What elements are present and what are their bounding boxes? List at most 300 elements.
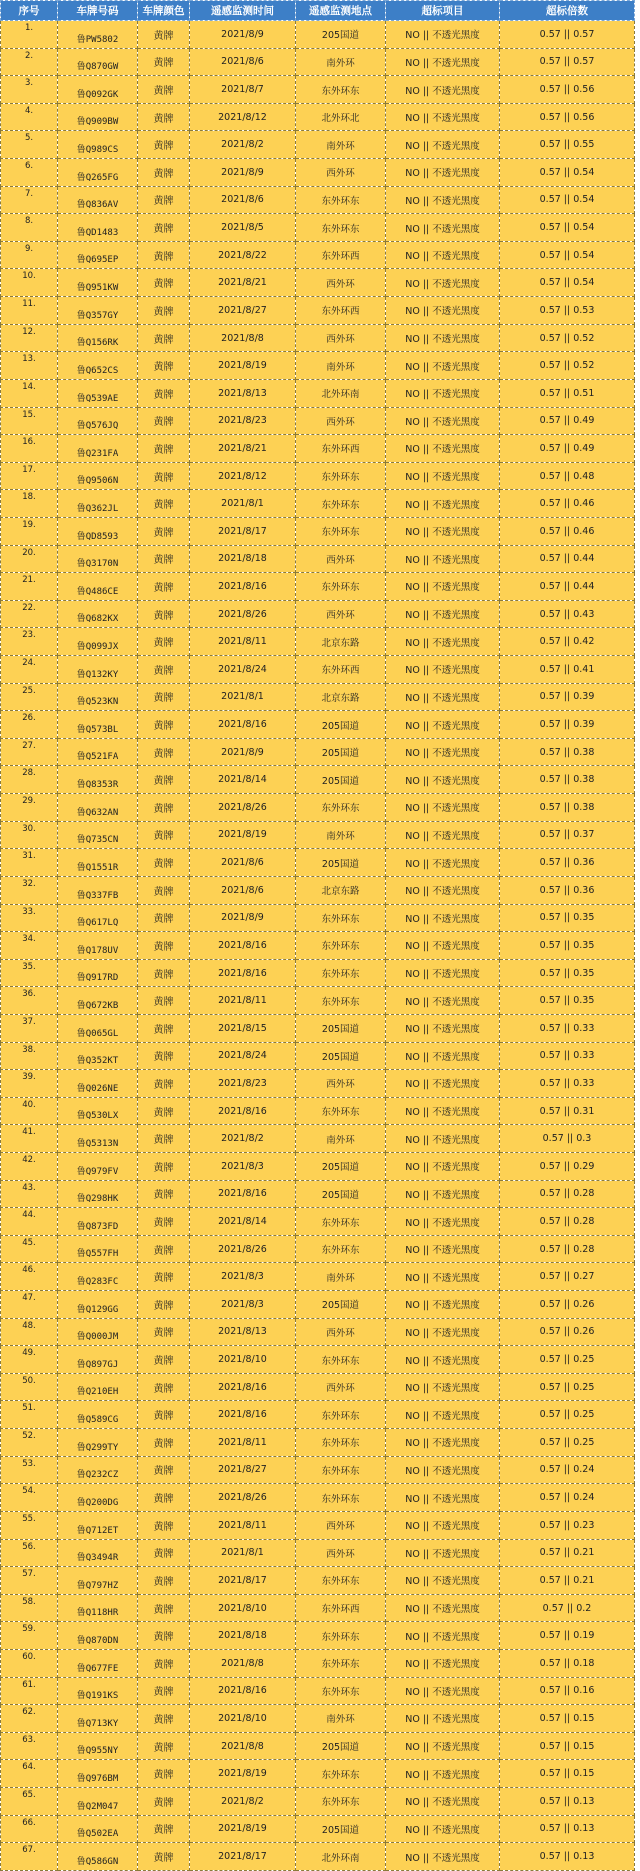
table-row [1,324,635,352]
row-index-cell: 3. [1,76,58,104]
plate-color-cell: 黄牌 [138,1070,190,1098]
plate-color-cell: 黄牌 [138,1622,190,1650]
table-row [1,656,635,684]
monitor-time-cell: 2021/8/15 [190,1014,296,1042]
exceed-multiple-cell: 0.57 || 0.39 [500,683,635,711]
monitor-time-cell: 2021/8/26 [190,1235,296,1263]
monitor-time-cell: 2021/8/16 [190,1677,296,1705]
plate-number-cell: 鲁Q909BW [58,103,138,131]
monitor-location-cell: 东外环东 [296,214,386,242]
monitor-time-cell: 2021/8/16 [190,932,296,960]
plate-number-cell: 鲁PW5802 [58,21,138,49]
plate-color-cell: 黄牌 [138,1456,190,1484]
exceed-item-cell: NO || 不透光黑度 [386,1429,500,1457]
plate-number-cell: 鲁Q951KW [58,269,138,297]
monitor-time-cell: 2021/8/14 [190,766,296,794]
exceed-multiple-cell: 0.57 || 0.28 [500,1208,635,1236]
table-row [1,1539,635,1567]
row-index-cell: 52. [1,1429,58,1457]
plate-color-cell: 黄牌 [138,876,190,904]
plate-number-cell: 鲁Q672KB [58,987,138,1015]
plate-number-cell: 鲁Q632AN [58,794,138,822]
monitor-location-cell: 东外环西 [296,656,386,684]
plate-color-cell: 黄牌 [138,159,190,187]
row-index-cell: 63. [1,1732,58,1760]
exceed-item-cell: NO || 不透光黑度 [386,214,500,242]
exceed-multiple-cell: 0.57 || 0.43 [500,600,635,628]
monitor-location-cell: 东外环东 [296,1622,386,1650]
monitor-time-cell: 2021/8/3 [190,1263,296,1291]
table-row [1,1263,635,1291]
exceed-item-cell: NO || 不透光黑度 [386,1484,500,1512]
plate-number-cell: 鲁Q000JM [58,1318,138,1346]
monitor-location-cell: 205国道 [296,766,386,794]
exceed-multiple-cell: 0.57 || 0.38 [500,738,635,766]
plate-number-cell: 鲁Q156RK [58,324,138,352]
monitor-time-cell: 2021/8/21 [190,269,296,297]
row-index-cell: 44. [1,1208,58,1236]
plate-number-cell: 鲁Q873FD [58,1208,138,1236]
exceed-item-cell: NO || 不透光黑度 [386,1732,500,1760]
table-row [1,103,635,131]
plate-number-cell: 鲁QD8593 [58,517,138,545]
plate-color-cell: 黄牌 [138,738,190,766]
table-row [1,1152,635,1180]
exceed-multiple-cell: 0.57 || 0.28 [500,1180,635,1208]
plate-number-cell: 鲁Q539AE [58,379,138,407]
table-row [1,297,635,325]
exceed-item-cell: NO || 不透光黑度 [386,1622,500,1650]
monitor-time-cell: 2021/8/6 [190,48,296,76]
monitor-location-cell: 东外环东 [296,794,386,822]
plate-number-cell: 鲁Q870DN [58,1622,138,1650]
row-index-cell: 55. [1,1511,58,1539]
plate-number-cell: 鲁Q118HR [58,1594,138,1622]
plate-number-cell: 鲁Q557FH [58,1235,138,1263]
plate-color-cell: 黄牌 [138,600,190,628]
monitor-time-cell: 2021/8/9 [190,904,296,932]
exceed-multiple-cell: 0.57 || 0.38 [500,794,635,822]
table-row [1,1125,635,1153]
table-row [1,738,635,766]
table-row [1,1291,635,1319]
exceed-item-cell: NO || 不透光黑度 [386,407,500,435]
plate-color-cell: 黄牌 [138,435,190,463]
row-index-cell: 58. [1,1594,58,1622]
row-index-cell: 27. [1,738,58,766]
plate-number-cell: 鲁Q8353R [58,766,138,794]
plate-number-cell: 鲁Q897GJ [58,1346,138,1374]
plate-color-cell: 黄牌 [138,545,190,573]
monitor-time-cell: 2021/8/5 [190,214,296,242]
plate-color-cell: 黄牌 [138,711,190,739]
plate-color-cell: 黄牌 [138,1291,190,1319]
exceed-multiple-cell: 0.57 || 0.13 [500,1815,635,1843]
table-row [1,379,635,407]
row-index-cell: 51. [1,1401,58,1429]
plate-number-cell: 鲁Q713KY [58,1705,138,1733]
monitor-time-cell: 2021/8/1 [190,683,296,711]
monitor-time-cell: 2021/8/21 [190,435,296,463]
monitor-location-cell: 东外环东 [296,1484,386,1512]
table-row [1,1429,635,1457]
plate-color-cell: 黄牌 [138,1401,190,1429]
monitor-time-cell: 2021/8/17 [190,517,296,545]
table-row [1,1346,635,1374]
plate-number-cell: 鲁Q065GL [58,1014,138,1042]
plate-number-cell: 鲁Q3170N [58,545,138,573]
table-row [1,159,635,187]
monitor-location-cell: 西外环 [296,1318,386,1346]
monitor-time-cell: 2021/8/14 [190,1208,296,1236]
exceed-multiple-cell: 0.57 || 0.54 [500,269,635,297]
monitor-time-cell: 2021/8/12 [190,103,296,131]
table-row [1,21,635,49]
plate-color-cell: 黄牌 [138,297,190,325]
table-row [1,1484,635,1512]
monitor-time-cell: 2021/8/26 [190,794,296,822]
table-row [1,932,635,960]
plate-color-cell: 黄牌 [138,1677,190,1705]
row-index-cell: 20. [1,545,58,573]
plate-color-cell: 黄牌 [138,1567,190,1595]
plate-number-cell: 鲁Q530LX [58,1097,138,1125]
plate-color-cell: 黄牌 [138,628,190,656]
plate-number-cell: 鲁Q026NE [58,1070,138,1098]
row-index-cell: 19. [1,517,58,545]
row-index-cell: 25. [1,683,58,711]
exceed-item-cell: NO || 不透光黑度 [386,21,500,49]
row-index-cell: 45. [1,1235,58,1263]
exceed-multiple-cell: 0.57 || 0.49 [500,435,635,463]
monitor-location-cell: 北外环北 [296,103,386,131]
monitor-time-cell: 2021/8/6 [190,186,296,214]
monitor-time-cell: 2021/8/18 [190,545,296,573]
monitor-time-cell: 2021/8/13 [190,1318,296,1346]
row-index-cell: 40. [1,1097,58,1125]
monitor-location-cell: 西外环 [296,545,386,573]
monitor-time-cell: 2021/8/16 [190,1401,296,1429]
plate-number-cell: 鲁Q298HK [58,1180,138,1208]
plate-color-cell: 黄牌 [138,462,190,490]
table-row [1,821,635,849]
header-monitor-time: 遥感监测时间 [190,1,296,21]
table-row [1,1401,635,1429]
plate-color-cell: 黄牌 [138,1732,190,1760]
exceed-item-cell: NO || 不透光黑度 [386,1401,500,1429]
plate-number-cell: 鲁Q132KY [58,656,138,684]
monitor-location-cell: 205国道 [296,738,386,766]
exceed-item-cell: NO || 不透光黑度 [386,103,500,131]
table-row [1,1732,635,1760]
exceed-multiple-cell: 0.57 || 0.35 [500,932,635,960]
exceed-item-cell: NO || 不透光黑度 [386,1539,500,1567]
exceed-multiple-cell: 0.57 || 0.26 [500,1291,635,1319]
exceed-multiple-cell: 0.57 || 0.52 [500,352,635,380]
row-index-cell: 57. [1,1567,58,1595]
plate-color-cell: 黄牌 [138,1843,190,1871]
row-index-cell: 54. [1,1484,58,1512]
exceed-multiple-cell: 0.57 || 0.28 [500,1235,635,1263]
monitor-location-cell: 东外环东 [296,1567,386,1595]
monitor-location-cell: 205国道 [296,1014,386,1042]
row-index-cell: 62. [1,1705,58,1733]
exceed-item-cell: NO || 不透光黑度 [386,1152,500,1180]
table-row [1,1788,635,1816]
exceed-multiple-cell: 0.57 || 0.16 [500,1677,635,1705]
monitor-location-cell: 205国道 [296,1815,386,1843]
monitor-time-cell: 2021/8/16 [190,711,296,739]
header-index: 序号 [1,1,58,21]
table-row [1,711,635,739]
exceed-item-cell: NO || 不透光黑度 [386,517,500,545]
monitor-time-cell: 2021/8/8 [190,1649,296,1677]
header-plate-number: 车牌号码 [58,1,138,21]
plate-color-cell: 黄牌 [138,794,190,822]
row-index-cell: 39. [1,1070,58,1098]
exceed-multiple-cell: 0.57 || 0.54 [500,159,635,187]
exceed-multiple-cell: 0.57 || 0.41 [500,656,635,684]
monitor-location-cell: 205国道 [296,711,386,739]
exceed-item-cell: NO || 不透光黑度 [386,1180,500,1208]
plate-color-cell: 黄牌 [138,1788,190,1816]
row-index-cell: 21. [1,573,58,601]
plate-number-cell: 鲁Q917RD [58,959,138,987]
monitor-location-cell: 南外环 [296,48,386,76]
row-index-cell: 64. [1,1760,58,1788]
table-row [1,1843,635,1871]
monitor-time-cell: 2021/8/7 [190,76,296,104]
monitor-location-cell: 北外环南 [296,1843,386,1871]
monitor-time-cell: 2021/8/26 [190,1484,296,1512]
monitor-location-cell: 北京东路 [296,628,386,656]
exceed-multiple-cell: 0.57 || 0.35 [500,987,635,1015]
monitor-location-cell: 东外环东 [296,987,386,1015]
monitor-location-cell: 205国道 [296,1732,386,1760]
monitor-time-cell: 2021/8/6 [190,876,296,904]
table-header [1,1,635,21]
row-index-cell: 24. [1,656,58,684]
plate-color-cell: 黄牌 [138,517,190,545]
monitor-time-cell: 2021/8/13 [190,379,296,407]
monitor-time-cell: 2021/8/24 [190,656,296,684]
exceed-item-cell: NO || 不透光黑度 [386,683,500,711]
monitor-location-cell: 南外环 [296,821,386,849]
plate-number-cell: 鲁Q265FG [58,159,138,187]
exceed-item-cell: NO || 不透光黑度 [386,959,500,987]
exceed-item-cell: NO || 不透光黑度 [386,1346,500,1374]
exceed-item-cell: NO || 不透光黑度 [386,1760,500,1788]
exceed-item-cell: NO || 不透光黑度 [386,1263,500,1291]
table-row [1,1760,635,1788]
exceed-item-cell: NO || 不透光黑度 [386,186,500,214]
exceed-multiple-cell: 0.57 || 0.44 [500,545,635,573]
exceed-item-cell: NO || 不透光黑度 [386,573,500,601]
table-row [1,876,635,904]
row-index-cell: 17. [1,462,58,490]
table-row [1,407,635,435]
plate-color-cell: 黄牌 [138,1235,190,1263]
monitor-location-cell: 东外环东 [296,1208,386,1236]
exceed-item-cell: NO || 不透光黑度 [386,1373,500,1401]
exceed-multiple-cell: 0.57 || 0.35 [500,959,635,987]
monitor-location-cell: 东外环东 [296,1677,386,1705]
plate-number-cell: 鲁Q099JX [58,628,138,656]
plate-color-cell: 黄牌 [138,683,190,711]
row-index-cell: 34. [1,932,58,960]
row-index-cell: 12. [1,324,58,352]
exceed-multiple-cell: 0.57 || 0.25 [500,1401,635,1429]
row-index-cell: 48. [1,1318,58,1346]
exceed-item-cell: NO || 不透光黑度 [386,324,500,352]
plate-number-cell: 鲁Q712ET [58,1511,138,1539]
exceed-item-cell: NO || 不透光黑度 [386,738,500,766]
monitor-location-cell: 南外环 [296,352,386,380]
table-row [1,1373,635,1401]
plate-number-cell: 鲁Q9506N [58,462,138,490]
row-index-cell: 26. [1,711,58,739]
exceed-item-cell: NO || 不透光黑度 [386,545,500,573]
exceed-item-cell: NO || 不透光黑度 [386,1567,500,1595]
exceed-multiple-cell: 0.57 || 0.25 [500,1373,635,1401]
plate-color-cell: 黄牌 [138,1125,190,1153]
row-index-cell: 30. [1,821,58,849]
row-index-cell: 31. [1,849,58,877]
plate-number-cell: 鲁Q797HZ [58,1567,138,1595]
row-index-cell: 67. [1,1843,58,1871]
monitor-time-cell: 2021/8/19 [190,1815,296,1843]
row-index-cell: 33. [1,904,58,932]
plate-color-cell: 黄牌 [138,1705,190,1733]
table-row [1,959,635,987]
row-index-cell: 16. [1,435,58,463]
exceed-item-cell: NO || 不透光黑度 [386,1291,500,1319]
exceed-item-cell: NO || 不透光黑度 [386,987,500,1015]
monitor-time-cell: 2021/8/16 [190,1180,296,1208]
monitor-time-cell: 2021/8/23 [190,1070,296,1098]
monitor-location-cell: 东外环东 [296,517,386,545]
row-index-cell: 15. [1,407,58,435]
plate-color-cell: 黄牌 [138,21,190,49]
header-plate-color: 车牌颜色 [138,1,190,21]
plate-number-cell: 鲁Q989CS [58,131,138,159]
monitor-time-cell: 2021/8/17 [190,1843,296,1871]
monitor-time-cell: 2021/8/6 [190,849,296,877]
exceed-item-cell: NO || 不透光黑度 [386,849,500,877]
exceed-multiple-cell: 0.57 || 0.24 [500,1484,635,1512]
table-row [1,1070,635,1098]
plate-number-cell: 鲁Q836AV [58,186,138,214]
exceed-item-cell: NO || 不透光黑度 [386,490,500,518]
monitor-location-cell: 南外环 [296,1125,386,1153]
exceed-item-cell: NO || 不透光黑度 [386,76,500,104]
plate-number-cell: 鲁Q1551R [58,849,138,877]
monitor-location-cell: 东外环东 [296,1788,386,1816]
row-index-cell: 43. [1,1180,58,1208]
exceed-item-cell: NO || 不透光黑度 [386,1042,500,1070]
monitor-time-cell: 2021/8/11 [190,628,296,656]
exceed-item-cell: NO || 不透光黑度 [386,1208,500,1236]
plate-color-cell: 黄牌 [138,1760,190,1788]
row-index-cell: 61. [1,1677,58,1705]
plate-color-cell: 黄牌 [138,48,190,76]
row-index-cell: 14. [1,379,58,407]
plate-number-cell: 鲁Q573BL [58,711,138,739]
exceed-item-cell: NO || 不透光黑度 [386,711,500,739]
plate-number-cell: 鲁Q2M047 [58,1788,138,1816]
exceed-item-cell: NO || 不透光黑度 [386,1705,500,1733]
header-row [1,1,635,21]
exceed-item-cell: NO || 不透光黑度 [386,600,500,628]
plate-number-cell: 鲁Q617LQ [58,904,138,932]
exceed-item-cell: NO || 不透光黑度 [386,241,500,269]
plate-color-cell: 黄牌 [138,269,190,297]
exceed-multiple-cell: 0.57 || 0.33 [500,1014,635,1042]
monitor-time-cell: 2021/8/8 [190,1732,296,1760]
row-index-cell: 60. [1,1649,58,1677]
monitor-time-cell: 2021/8/16 [190,1097,296,1125]
monitor-location-cell: 西外环 [296,1070,386,1098]
plate-color-cell: 黄牌 [138,76,190,104]
monitor-location-cell: 东外环西 [296,435,386,463]
exceed-item-cell: NO || 不透光黑度 [386,379,500,407]
table-row [1,241,635,269]
table-row [1,1677,635,1705]
monitor-time-cell: 2021/8/11 [190,1429,296,1457]
monitor-time-cell: 2021/8/1 [190,1539,296,1567]
monitor-location-cell: 东外环东 [296,959,386,987]
row-index-cell: 10. [1,269,58,297]
exceed-multiple-cell: 0.57 || 0.54 [500,241,635,269]
table-row [1,1622,635,1650]
exceed-multiple-cell: 0.57 || 0.3 [500,1125,635,1153]
plate-color-cell: 黄牌 [138,1152,190,1180]
monitor-location-cell: 东外环东 [296,573,386,601]
table-row [1,1456,635,1484]
plate-color-cell: 黄牌 [138,1594,190,1622]
plate-number-cell: 鲁Q523KN [58,683,138,711]
plate-number-cell: 鲁Q695EP [58,241,138,269]
exceed-item-cell: NO || 不透光黑度 [386,1815,500,1843]
monitor-location-cell: 东外环西 [296,241,386,269]
monitor-location-cell: 东外环东 [296,462,386,490]
table-row [1,490,635,518]
plate-number-cell: 鲁Q092GK [58,76,138,104]
exceed-multiple-cell: 0.57 || 0.36 [500,876,635,904]
plate-number-cell: 鲁Q210EH [58,1373,138,1401]
monitor-location-cell: 东外环东 [296,1346,386,1374]
plate-color-cell: 黄牌 [138,1484,190,1512]
exceed-multiple-cell: 0.57 || 0.18 [500,1649,635,1677]
monitor-location-cell: 东外环东 [296,932,386,960]
table-row [1,1042,635,1070]
monitor-time-cell: 2021/8/9 [190,21,296,49]
table-row [1,987,635,1015]
row-index-cell: 35. [1,959,58,987]
monitor-location-cell: 西外环 [296,159,386,187]
exceed-item-cell: NO || 不透光黑度 [386,131,500,159]
table-row [1,766,635,794]
row-index-cell: 41. [1,1125,58,1153]
row-index-cell: 56. [1,1539,58,1567]
plate-color-cell: 黄牌 [138,490,190,518]
exceed-item-cell: NO || 不透光黑度 [386,1843,500,1871]
monitor-location-cell: 南外环 [296,1263,386,1291]
table-row [1,517,635,545]
table-row [1,214,635,242]
table-row [1,545,635,573]
plate-color-cell: 黄牌 [138,656,190,684]
